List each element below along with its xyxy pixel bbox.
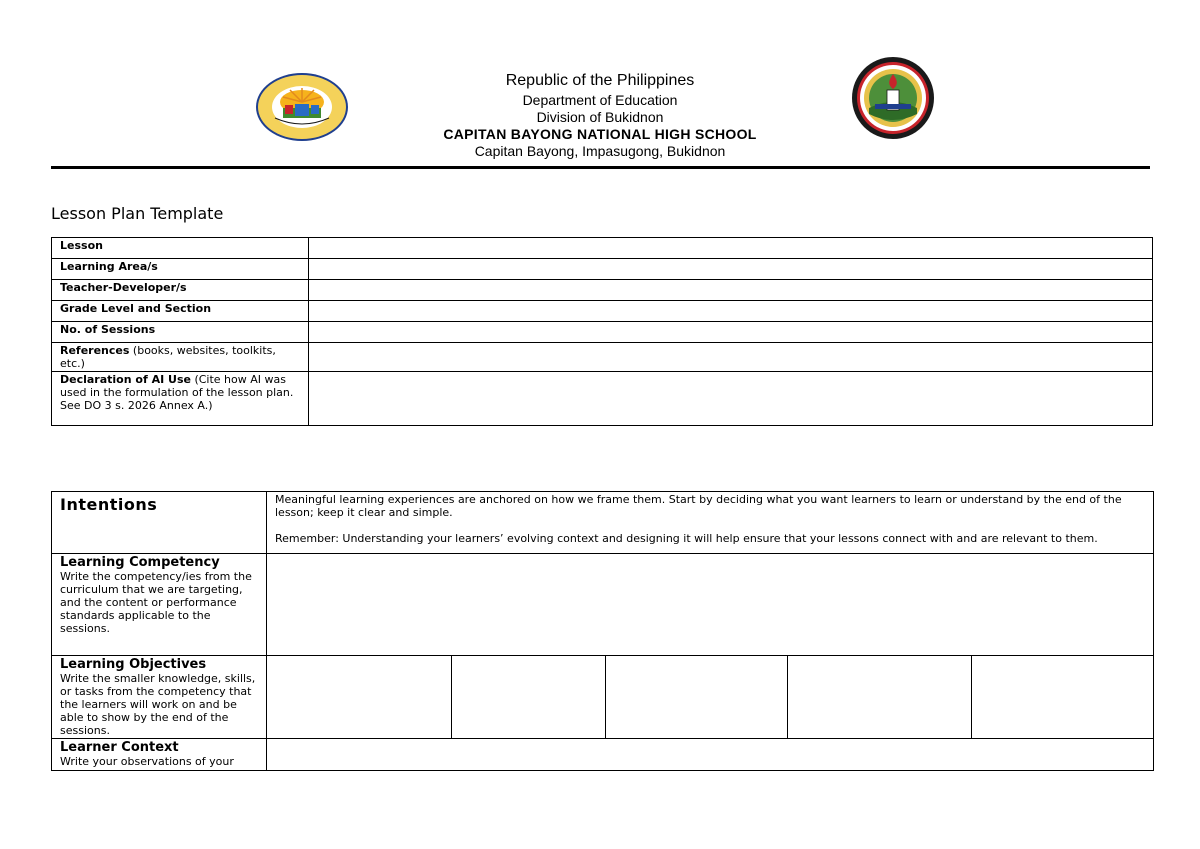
- objective-cell-3[interactable]: [606, 656, 788, 739]
- info-label: Lesson: [52, 238, 309, 259]
- letterhead: [400, 70, 800, 160]
- objectives-label-cell: [52, 656, 267, 739]
- intentions-title: Intentions: [60, 495, 158, 514]
- info-value-references[interactable]: [309, 343, 1153, 372]
- header-rule: [51, 166, 1150, 169]
- info-label: No. of Sessions: [52, 322, 309, 343]
- info-row-grade-level: [52, 301, 1153, 322]
- info-value-lesson[interactable]: [309, 238, 1153, 259]
- document-title: Lesson Plan Template: [51, 204, 224, 223]
- info-label: References (books, websites, toolkits, etc.): [52, 343, 309, 372]
- info-value-sessions[interactable]: [309, 322, 1153, 343]
- republic-line: Republic of the Philippines: [505, 72, 695, 89]
- school-name: CAPITAN BAYONG NATIONAL HIGH SCHOOL: [443, 126, 757, 142]
- context-desc: Write your observations of your: [60, 755, 234, 768]
- info-label: Learning Area/s: [52, 259, 309, 280]
- info-value-teacher-developer[interactable]: [309, 280, 1153, 301]
- objectives-desc: Write the smaller knowledge, skills, or tasks from the competency that the learners will work on and be able to show by the end of the sessions.: [60, 672, 256, 737]
- competency-title: Learning Competency: [60, 555, 220, 570]
- info-label: Grade Level and Section: [52, 301, 309, 322]
- objectives-row: [52, 656, 1154, 739]
- school-seal-logo: [845, 56, 941, 140]
- info-row-lesson: [52, 238, 1153, 259]
- info-value-ai-declaration[interactable]: [309, 372, 1153, 426]
- objective-cell-5[interactable]: [972, 656, 1154, 739]
- info-label: Declaration of AI Use (Cite how AI was used in the formulation of the lesson plan. See DO 3 s. 2026 Annex A.): [52, 372, 309, 426]
- competency-label-cell: [52, 554, 267, 656]
- objective-cell-2[interactable]: [452, 656, 606, 739]
- context-title: Learner Context: [60, 740, 179, 755]
- info-label: Teacher-Developer/s: [52, 280, 309, 301]
- info-value-grade-level[interactable]: [309, 301, 1153, 322]
- objective-cell-4[interactable]: [788, 656, 972, 739]
- division-line: Division of Bukidnon: [536, 109, 664, 125]
- competency-desc: Write the competency/ies from the curriculum that we are targeting, and the content or performance standards applicable to the sessions.: [60, 570, 252, 635]
- objectives-title: Learning Objectives: [60, 657, 207, 672]
- division-seal-logo: [255, 72, 349, 142]
- info-row-teacher-developer: [52, 280, 1153, 301]
- info-row-references: [52, 343, 1153, 372]
- info-value-learning-area[interactable]: [309, 259, 1153, 280]
- info-row-learning-area: [52, 259, 1153, 280]
- lesson-info-table: [51, 237, 1153, 426]
- context-input-cell[interactable]: [267, 739, 1154, 771]
- intentions-table: [51, 491, 1154, 771]
- context-label-cell: [52, 739, 267, 771]
- info-row-ai-declaration: [52, 372, 1153, 426]
- intentions-intro: Meaningful learning experiences are anchored on how we frame them. Start by deciding what you want learners to learn or understand by the end of the lesson; keep it clear and simple.: [275, 493, 1122, 519]
- competency-input-cell[interactable]: [267, 554, 1154, 656]
- department-line: Department of Education: [522, 92, 678, 108]
- intentions-row: [52, 492, 1154, 554]
- competency-row: [52, 554, 1154, 656]
- school-address: Capitan Bayong, Impasugong, Bukidnon: [474, 143, 726, 159]
- objective-cell-1[interactable]: [267, 656, 452, 739]
- intentions-reminder: Remember: Understanding your learners’ evolving context and designing it will help ensure that your lessons connect with and are relevant to them.: [275, 532, 1098, 545]
- context-row: [52, 739, 1154, 771]
- info-row-sessions: [52, 322, 1153, 343]
- intentions-label-cell: [52, 492, 267, 554]
- intentions-guidance-cell: [267, 492, 1154, 554]
